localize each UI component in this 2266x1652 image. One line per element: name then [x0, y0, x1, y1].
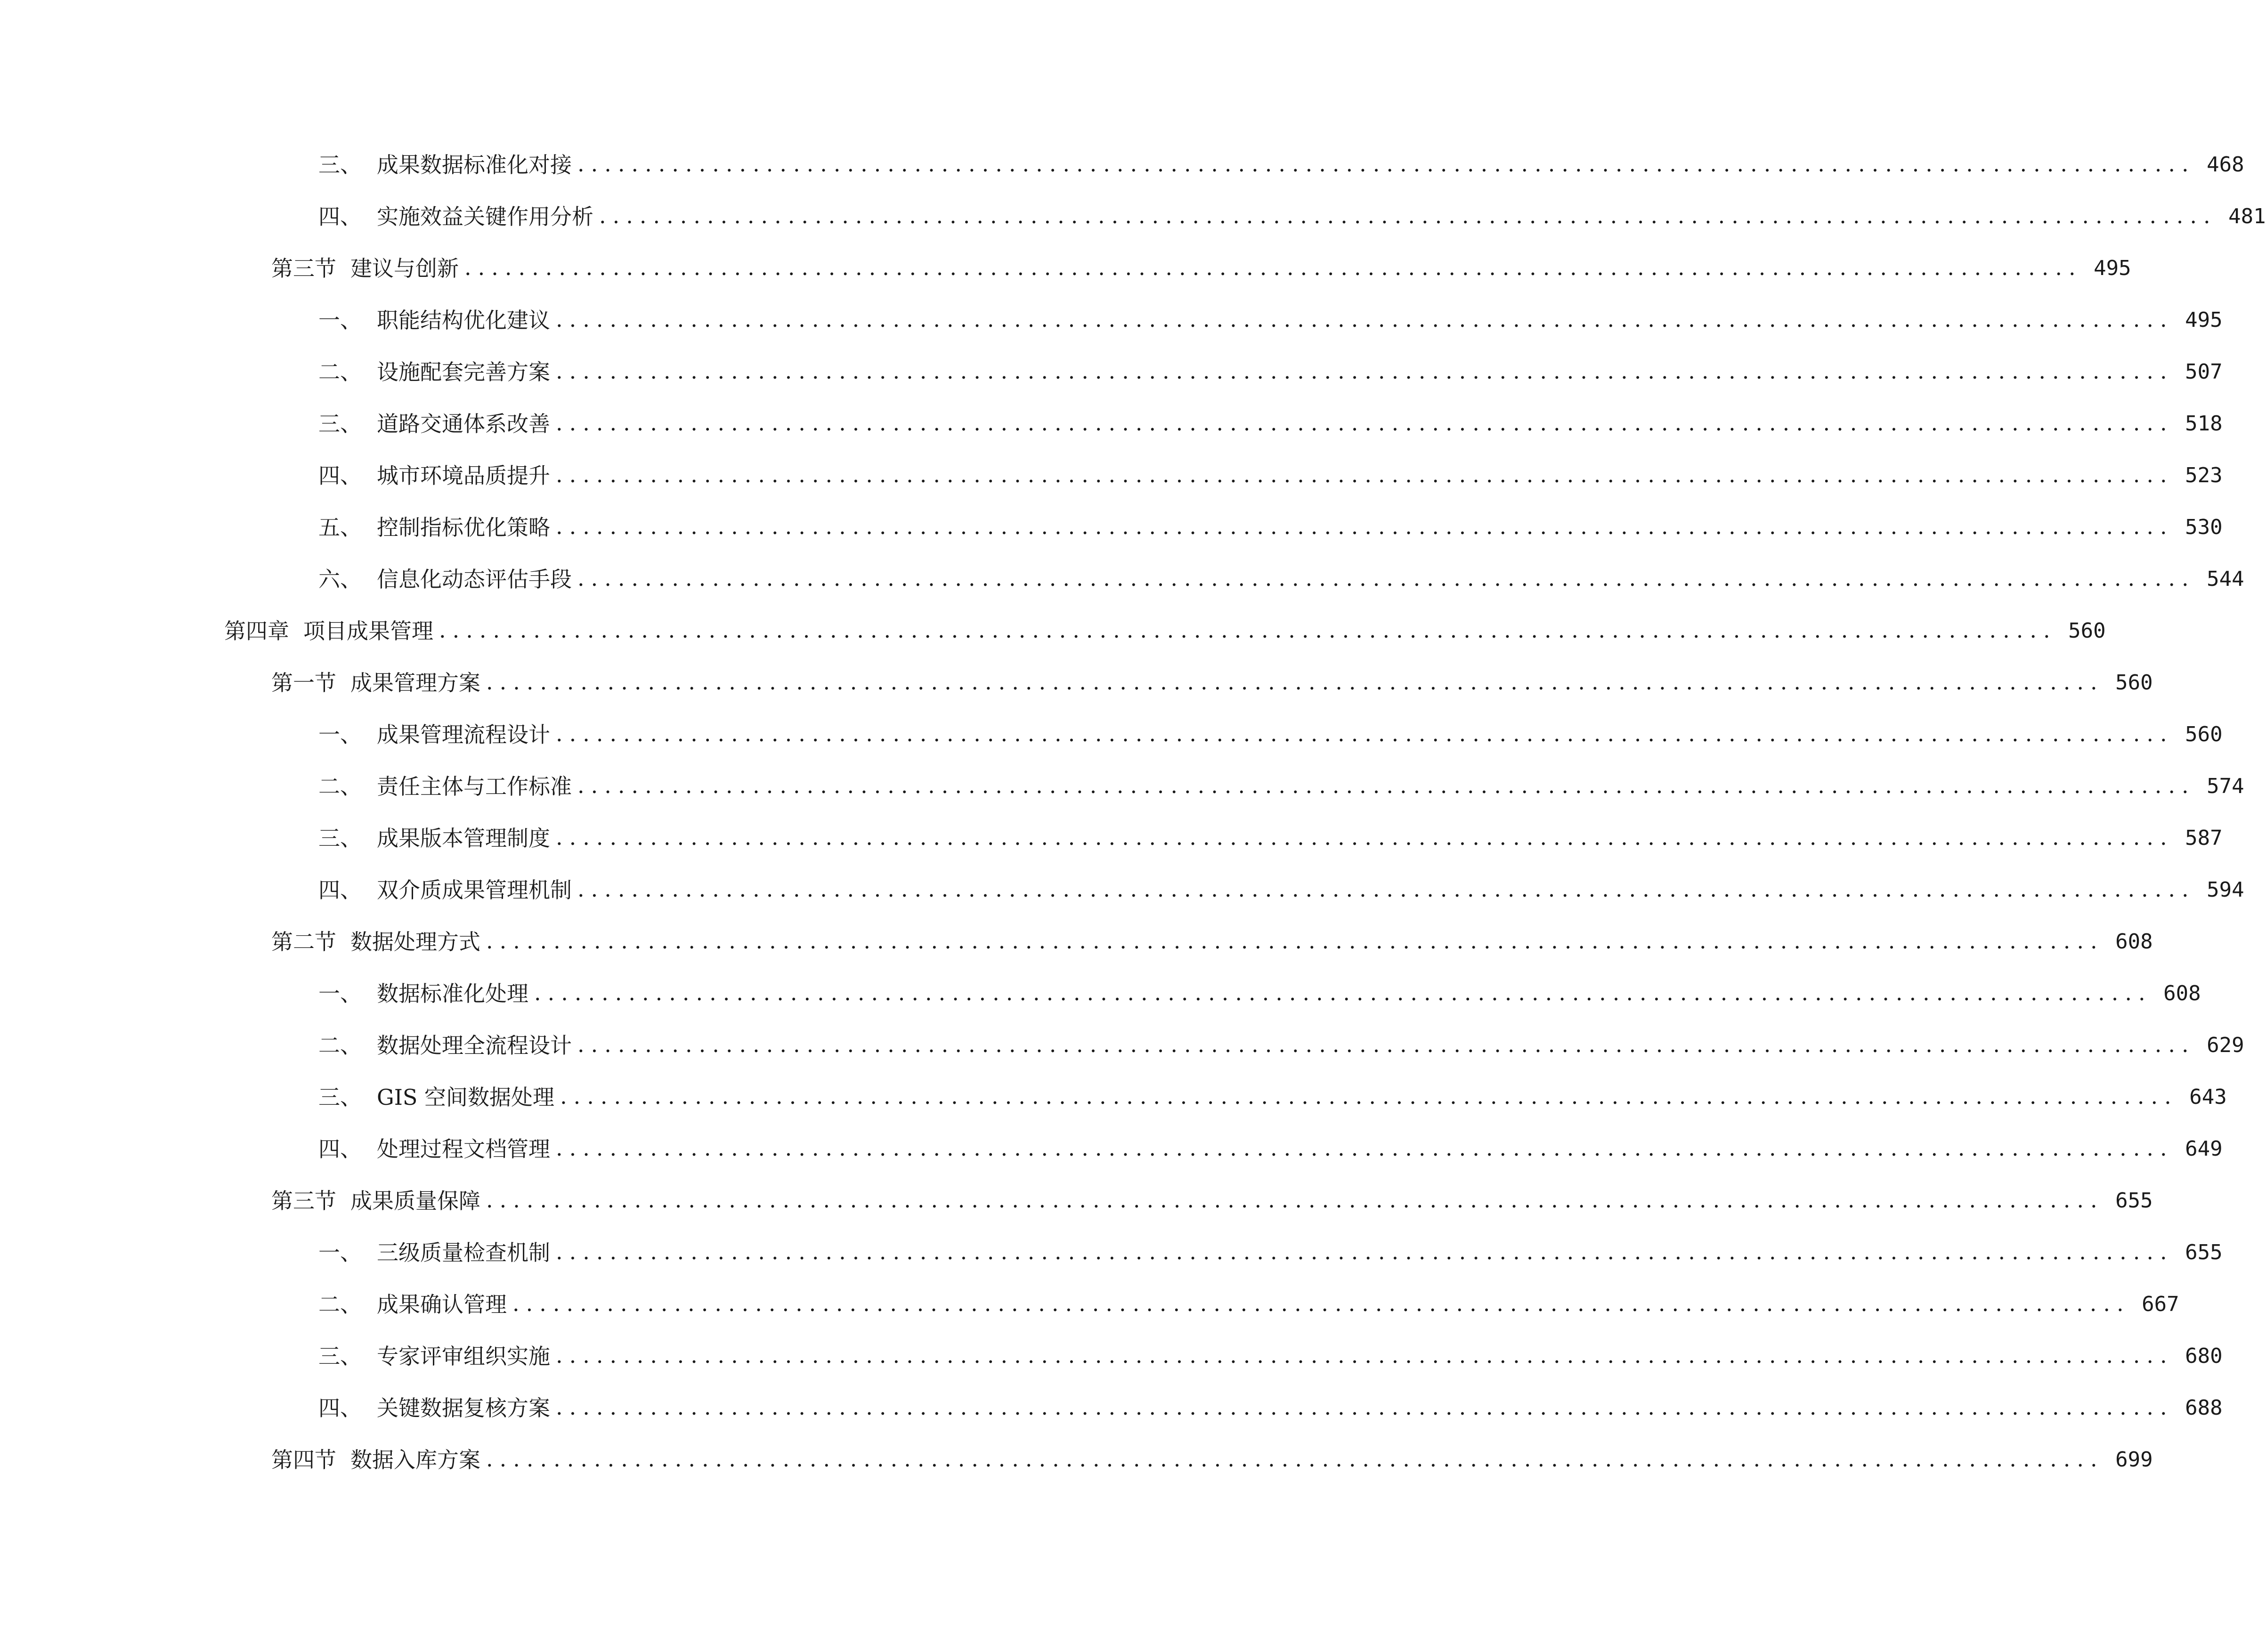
toc-entry-number: 四、: [318, 1136, 362, 1162]
toc-entry-title: [318, 776, 572, 797]
toc-page-number: 655: [2185, 1240, 2223, 1264]
toc-entry-section[interactable]: [0, 243, 2131, 294]
toc-entry-text: 处理过程文档管理: [377, 1136, 550, 1162]
toc-entry-text: 三级质量检查机制: [377, 1240, 550, 1265]
toc-page-number: 608: [2115, 930, 2153, 954]
toc-entry-item[interactable]: [0, 761, 2244, 812]
dot-leader: ........................................................................................................................: [556, 1394, 2174, 1420]
dot-leader: ........................................................................................................................: [556, 306, 2174, 332]
toc-entry-chapter[interactable]: [0, 605, 2106, 657]
toc-entry-text: 专家评审组织实施: [377, 1344, 550, 1369]
toc-entry-text: 建议与创新: [350, 256, 459, 281]
toc-entry-item[interactable]: [0, 1071, 2227, 1123]
toc-entry-item[interactable]: [0, 1279, 2179, 1330]
toc-entry-section[interactable]: [0, 916, 2153, 968]
toc-entry-text: 城市环境品质提升: [377, 463, 550, 488]
dot-leader: ........................................................................................................................: [599, 202, 2217, 228]
toc-entry-text: 控制指标优化策略: [377, 515, 550, 540]
dot-leader: ........................................................................................................................: [464, 254, 2082, 280]
dot-leader: ........................................................................................................................: [556, 1135, 2174, 1161]
toc-entry-item[interactable]: [0, 1330, 2223, 1382]
toc-entry-title: [318, 413, 550, 435]
toc-entry-number: 四、: [318, 1395, 362, 1421]
dot-leader: ........................................................................................................................: [556, 1342, 2174, 1368]
toc-entry-title: [318, 1294, 507, 1315]
toc-entry-item[interactable]: [0, 812, 2223, 864]
dot-leader: ........................................................................................................................: [486, 1446, 2104, 1472]
toc-entry-item[interactable]: [0, 1382, 2223, 1434]
dot-leader: ........................................................................................................................: [560, 1083, 2178, 1109]
toc-entry-item[interactable]: [0, 139, 2244, 191]
toc-entry-text: 数据处理全流程设计: [377, 1033, 572, 1058]
toc-entry-text: 数据标准化处理: [377, 981, 528, 1006]
toc-entry-text: 成果版本管理制度: [377, 826, 550, 851]
toc-entry-number: 一、: [318, 722, 362, 747]
toc-entry-text: 成果数据标准化对接: [377, 152, 572, 178]
toc-entry-number: 二、: [318, 359, 362, 385]
toc-entry-title: [318, 1397, 550, 1419]
toc-entry-title: [318, 983, 528, 1004]
toc-entry-section[interactable]: [0, 1175, 2153, 1227]
toc-page-number: 523: [2185, 463, 2223, 487]
toc-entry-item[interactable]: [0, 1227, 2223, 1279]
dot-leader: ........................................................................................................................: [512, 1290, 2130, 1316]
table-of-contents: [0, 139, 2266, 1486]
toc-entry-title: [271, 258, 459, 279]
toc-page-number: 643: [2189, 1085, 2227, 1109]
toc-entry-number: 一、: [318, 981, 362, 1006]
toc-page-number: 560: [2185, 722, 2223, 746]
toc-page-number: 629: [2207, 1033, 2244, 1057]
toc-page-number: 667: [2142, 1292, 2179, 1316]
toc-entry-number: 一、: [318, 1240, 362, 1265]
dot-leader: ........................................................................................................................: [556, 721, 2174, 746]
toc-entry-item[interactable]: [0, 346, 2223, 398]
toc-entry-text: 成果质量保障: [350, 1188, 480, 1214]
toc-entry-number: 四、: [318, 204, 362, 229]
toc-entry-title: [318, 361, 550, 383]
toc-entry-number: 一、: [318, 308, 362, 333]
toc-entry-item[interactable]: [0, 191, 2266, 243]
toc-entry-number: 第四章: [224, 618, 289, 644]
toc-entry-title: [271, 931, 480, 953]
toc-page-number: 544: [2207, 567, 2244, 591]
dot-leader: ........................................................................................................................: [577, 772, 2195, 798]
toc-page-number: 649: [2185, 1137, 2223, 1161]
toc-page-number: 699: [2115, 1448, 2153, 1472]
dot-leader: ........................................................................................................................: [556, 462, 2174, 487]
dot-leader: ........................................................................................................................: [556, 410, 2174, 436]
toc-page-number: 495: [2094, 256, 2131, 280]
toc-entry-text: 成果确认管理: [377, 1292, 507, 1317]
toc-entry-item[interactable]: [0, 864, 2244, 916]
dot-leader: ........................................................................................................................: [534, 980, 2152, 1005]
toc-entry-title: [318, 568, 572, 590]
toc-entry-text: 关键数据复核方案: [377, 1395, 550, 1421]
toc-entry-title: [318, 517, 550, 538]
toc-entry-item[interactable]: [0, 1123, 2223, 1175]
toc-entry-title: [318, 879, 572, 901]
toc-entry-item[interactable]: [0, 1020, 2244, 1071]
dot-leader: ........................................................................................................................: [556, 1239, 2174, 1264]
toc-page-number: 587: [2185, 826, 2223, 850]
toc-entry-title: [318, 1086, 554, 1108]
toc-entry-section[interactable]: [0, 1434, 2153, 1486]
toc-entry-number: 三、: [318, 826, 362, 851]
dot-leader: ........................................................................................................................: [556, 513, 2174, 539]
toc-page-number: 495: [2185, 308, 2223, 332]
toc-entry-number: 二、: [318, 1292, 362, 1317]
toc-entry-title: [318, 1345, 550, 1367]
toc-entry-number: 第三节: [271, 1188, 336, 1214]
toc-entry-text: 成果管理方案: [350, 670, 480, 696]
toc-entry-title: [318, 827, 550, 849]
toc-entry-number: 第三节: [271, 256, 336, 281]
toc-entry-number: 四、: [318, 877, 362, 903]
toc-entry-title: [318, 1242, 550, 1263]
toc-entry-number: 三、: [318, 411, 362, 437]
toc-entry-text: 实施效益关键作用分析: [377, 204, 593, 229]
toc-page-number: 560: [2115, 671, 2153, 695]
toc-entry-item[interactable]: [0, 553, 2244, 605]
toc-entry-text: 信息化动态评估手段: [377, 567, 572, 592]
toc-page-number: 655: [2115, 1189, 2153, 1213]
toc-entry-item[interactable]: [0, 294, 2223, 346]
toc-page-number: 530: [2185, 515, 2223, 539]
toc-entry-title: [271, 672, 480, 694]
dot-leader: ........................................................................................................................: [577, 1031, 2195, 1057]
toc-page-number: 608: [2163, 981, 2201, 1005]
dot-leader: ........................................................................................................................: [486, 1187, 2104, 1213]
toc-entry-title: [318, 724, 550, 745]
toc-entry-number: 第一节: [271, 670, 336, 696]
toc-entry-item[interactable]: [0, 398, 2223, 450]
toc-page-number: 507: [2185, 360, 2223, 384]
toc-entry-text: 项目成果管理: [303, 618, 433, 644]
toc-page-number: 518: [2185, 412, 2223, 436]
toc-entry-item[interactable]: [0, 450, 2223, 502]
dot-leader: ........................................................................................................................: [577, 876, 2195, 902]
toc-entry-item[interactable]: [0, 502, 2223, 553]
toc-entry-title: [224, 620, 433, 642]
dot-leader: ........................................................................................................................: [556, 358, 2174, 384]
toc-entry-number: 三、: [318, 1344, 362, 1369]
toc-entry-title: [318, 309, 550, 331]
dot-leader: ........................................................................................................................: [556, 824, 2174, 850]
toc-entry-number: 四、: [318, 463, 362, 488]
toc-entry-text: 数据入库方案: [350, 1447, 480, 1473]
toc-page-number: 594: [2207, 878, 2244, 902]
toc-entry-text: 数据处理方式: [350, 929, 480, 955]
toc-page-number: 574: [2207, 774, 2244, 798]
toc-entry-text: 双介质成果管理机制: [377, 877, 572, 903]
toc-page-number: 688: [2185, 1396, 2223, 1420]
toc-page-number: 481: [2228, 204, 2266, 228]
toc-entry-text: 设施配套完善方案: [377, 359, 550, 385]
toc-page-number: 680: [2185, 1344, 2223, 1368]
toc-entry-text: 职能结构优化建议: [377, 308, 550, 333]
toc-entry-item[interactable]: [0, 709, 2223, 761]
toc-entry-item[interactable]: [0, 968, 2201, 1020]
dot-leader: ........................................................................................................................: [486, 928, 2104, 954]
toc-entry-number: 二、: [318, 774, 362, 799]
dot-leader: ........................................................................................................................: [439, 617, 2057, 643]
toc-entry-number: 五、: [318, 515, 362, 540]
toc-entry-text: GIS 空间数据处理: [377, 1085, 555, 1110]
toc-entry-text: 道路交通体系改善: [377, 411, 550, 437]
dot-leader: ........................................................................................................................: [577, 151, 2195, 177]
toc-entry-section[interactable]: [0, 657, 2153, 709]
toc-entry-text: 成果管理流程设计: [377, 722, 550, 747]
toc-entry-number: 第二节: [271, 929, 336, 955]
toc-entry-title: [318, 1035, 572, 1056]
toc-entry-title: [318, 206, 593, 227]
toc-entry-number: 六、: [318, 567, 362, 592]
dot-leader: ........................................................................................................................: [486, 669, 2104, 695]
toc-entry-number: 三、: [318, 152, 362, 178]
toc-entry-title: [271, 1449, 480, 1471]
toc-page-number: 468: [2207, 153, 2244, 177]
toc-entry-text: 责任主体与工作标准: [377, 774, 572, 799]
toc-entry-title: [318, 154, 572, 176]
toc-entry-number: 第四节: [271, 1447, 336, 1473]
toc-entry-title: [318, 465, 550, 486]
toc-entry-number: 二、: [318, 1033, 362, 1058]
toc-page-number: 560: [2068, 619, 2106, 643]
toc-entry-title: [271, 1190, 480, 1212]
toc-entry-title: [318, 1138, 550, 1160]
dot-leader: ........................................................................................................................: [577, 565, 2195, 591]
toc-entry-number: 三、: [318, 1085, 362, 1110]
